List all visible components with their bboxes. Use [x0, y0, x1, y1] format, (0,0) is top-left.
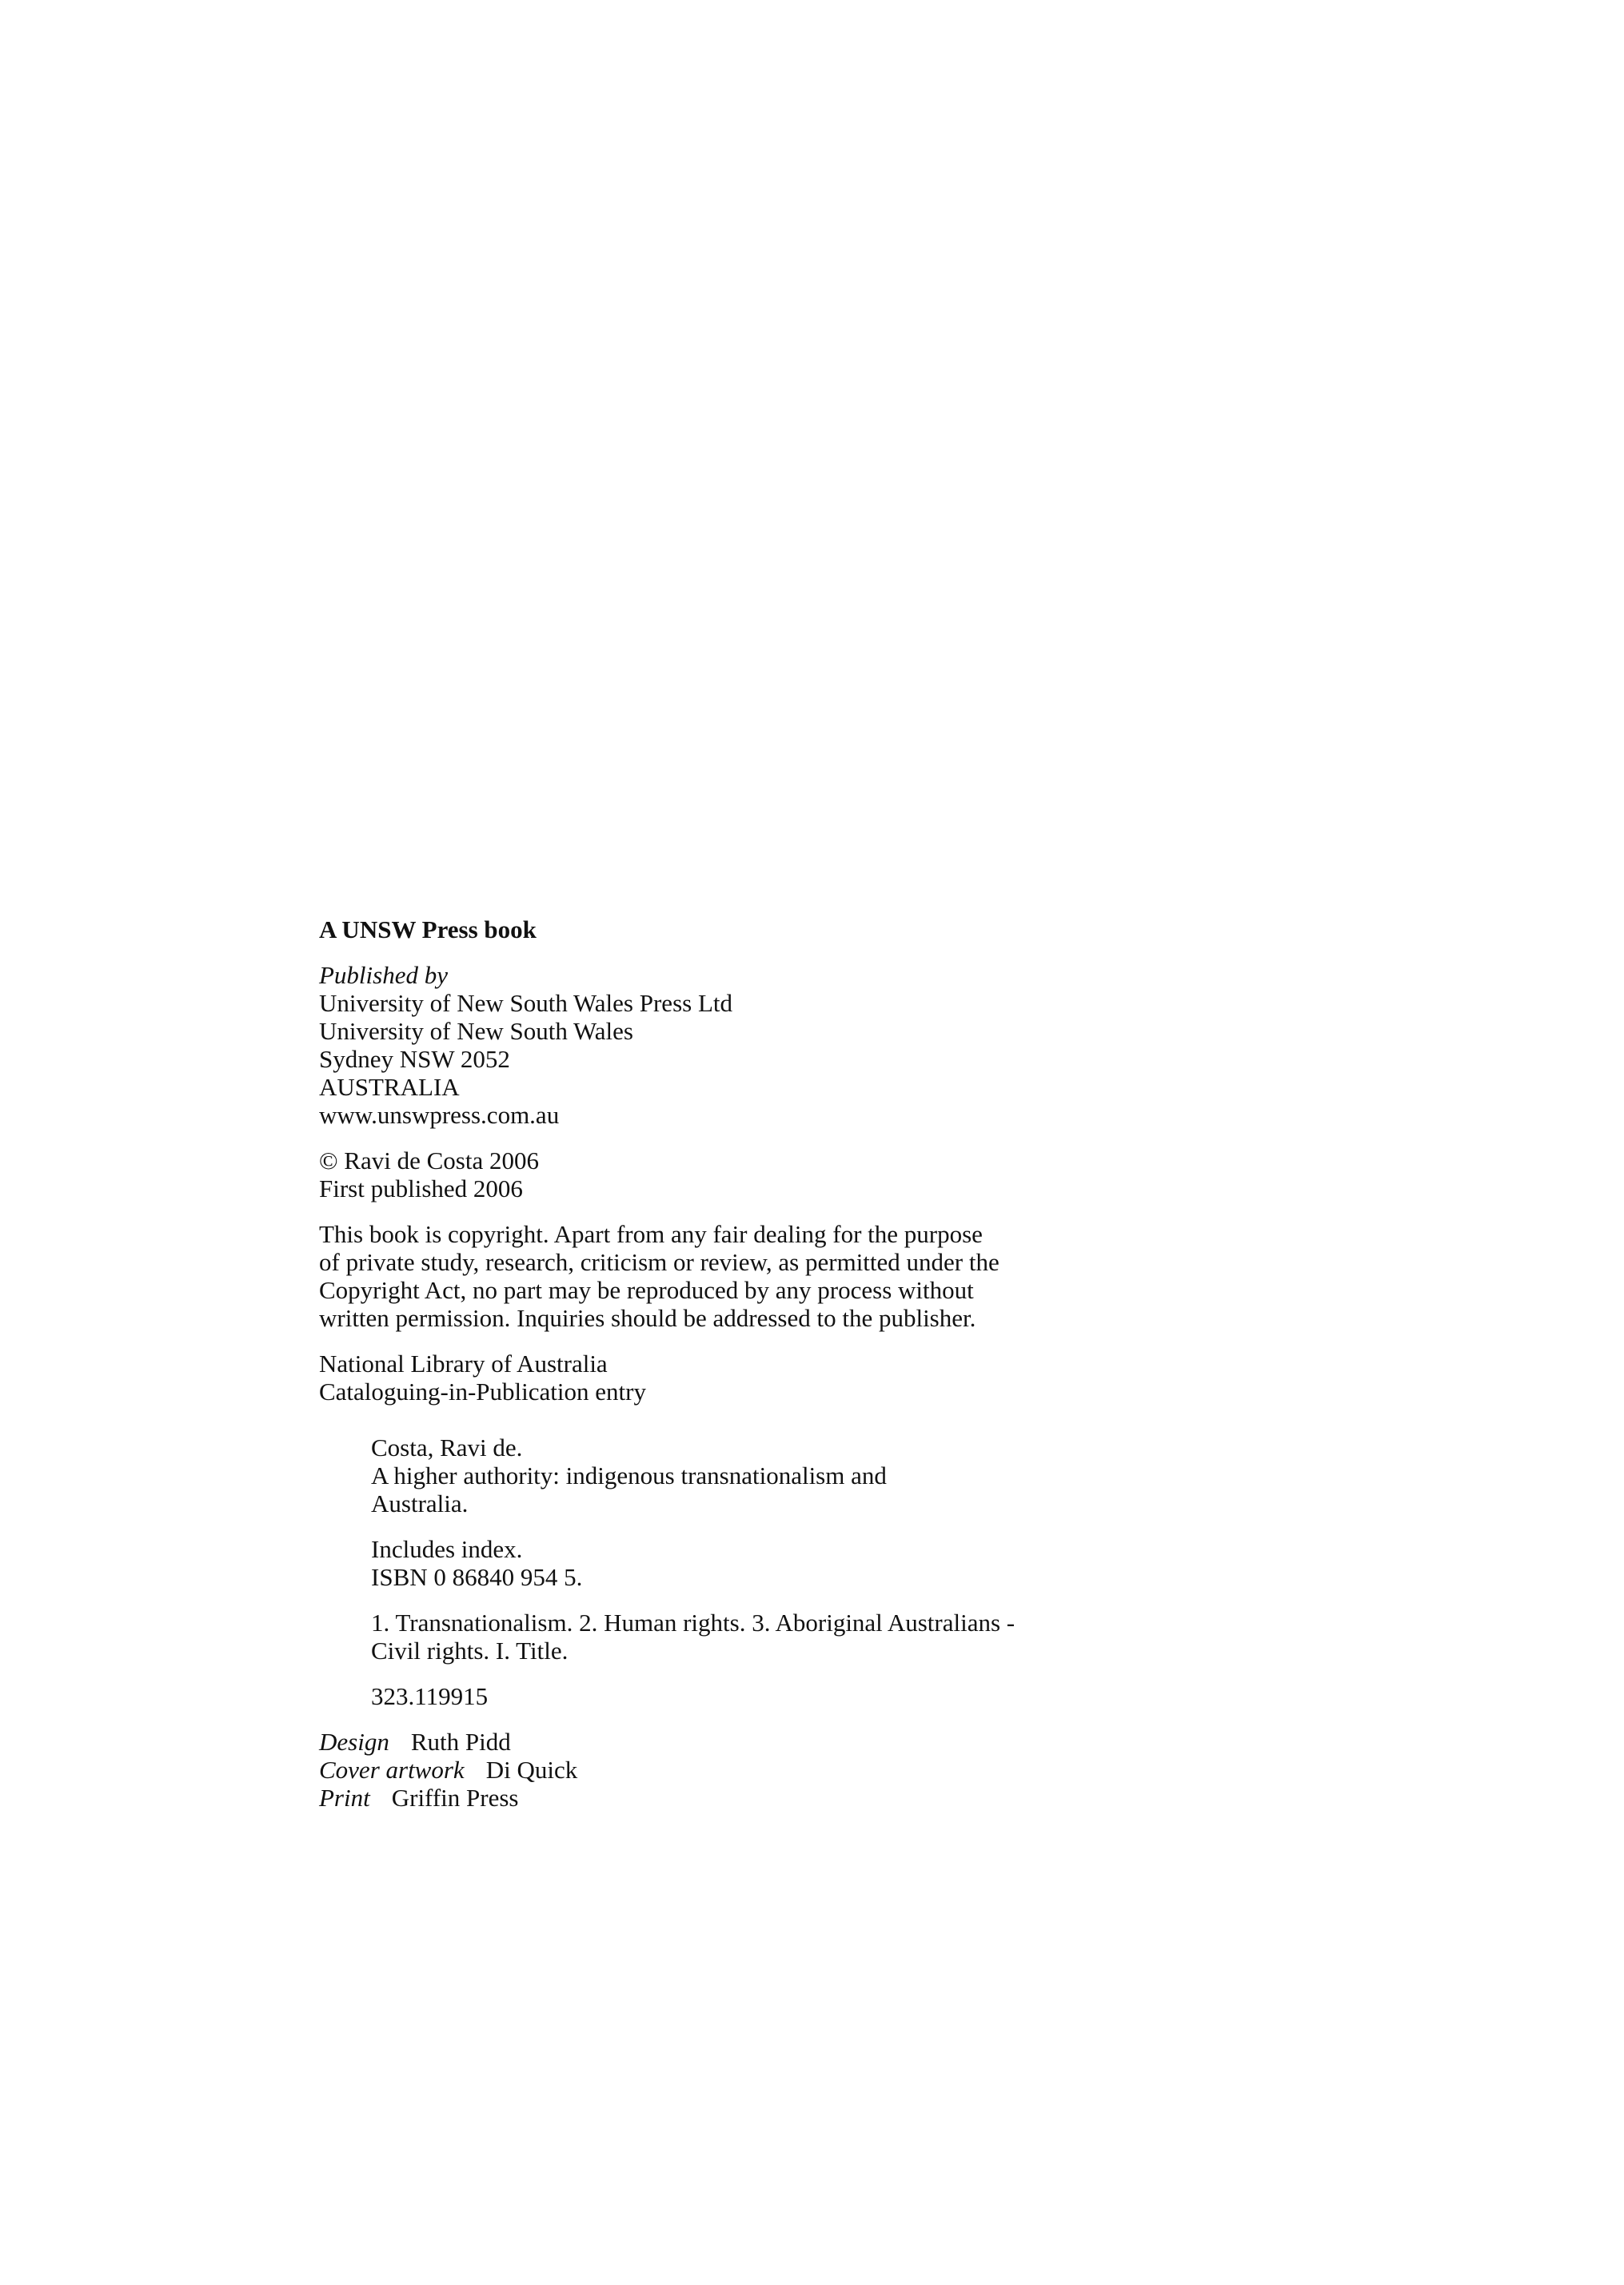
cip-classification: 323.119915 — [371, 1682, 489, 1710]
copyright-holder: © Ravi de Costa 2006 — [319, 1146, 539, 1174]
credit-role: Print — [319, 1784, 370, 1812]
credit-role: Design — [319, 1728, 389, 1756]
imprint-block — [319, 915, 1199, 1812]
cip-subjects-line: Civil rights. I. Title. — [371, 1637, 569, 1665]
publisher-institution: University of New South Wales — [319, 1017, 633, 1045]
publisher-country: AUSTRALIA — [319, 1073, 460, 1101]
copyright-block — [319, 1146, 1199, 1202]
cip-classification-block — [319, 1682, 1199, 1710]
cip-title: A higher authority: indigenous transnationalism and — [371, 1462, 887, 1489]
cip-entry-label: Cataloguing-in-Publication entry — [319, 1378, 646, 1406]
credit-print — [319, 1784, 1199, 1812]
cip-index-note: Includes index. — [371, 1535, 523, 1563]
cip-title-continued: Australia. — [371, 1489, 469, 1517]
credit-name: Ruth Pidd — [410, 1728, 511, 1756]
copyright-notice-line: This book is copyright. Apart from any fair dealing for the purpose — [319, 1220, 983, 1248]
publisher-name: University of New South Wales Press Ltd — [319, 989, 732, 1017]
cip-library: National Library of Australia — [319, 1350, 608, 1378]
cip-header — [319, 1350, 1199, 1406]
credit-name: Di Quick — [485, 1756, 578, 1784]
publisher-website: www.unswpress.com.au — [319, 1101, 560, 1129]
cip-author: Costa, Ravi de. — [371, 1434, 523, 1462]
publisher-block — [319, 961, 1199, 1129]
cip-notes — [319, 1535, 1199, 1591]
cip-subjects-line: 1. Transnationalism. 2. Human rights. 3. Aboriginal Australians - — [371, 1609, 1015, 1637]
credit-design — [319, 1728, 1199, 1756]
first-published: First published 2006 — [319, 1174, 523, 1202]
copyright-notice-line: Copyright Act, no part may be reproduced by any process without — [319, 1276, 974, 1304]
cip-isbn: ISBN 0 86840 954 5. — [371, 1563, 583, 1591]
cip-subjects — [319, 1609, 1199, 1665]
credit-role: Cover artwork — [319, 1756, 465, 1784]
imprint-heading: A UNSW Press book — [319, 915, 537, 943]
copyright-notice-line: of private study, research, criticism or review, as permitted under the — [319, 1248, 1000, 1276]
credits-block — [319, 1728, 1199, 1812]
published-by-label: Published by — [319, 961, 448, 989]
credit-cover-artwork — [319, 1756, 1199, 1784]
publisher-city: Sydney NSW 2052 — [319, 1045, 510, 1073]
cip-author-title — [319, 1434, 1199, 1517]
copyright-notice-line: written permission. Inquiries should be addressed to the publisher. — [319, 1304, 976, 1332]
copyright-notice — [319, 1220, 1199, 1332]
credit-name: Griffin Press — [391, 1784, 519, 1812]
